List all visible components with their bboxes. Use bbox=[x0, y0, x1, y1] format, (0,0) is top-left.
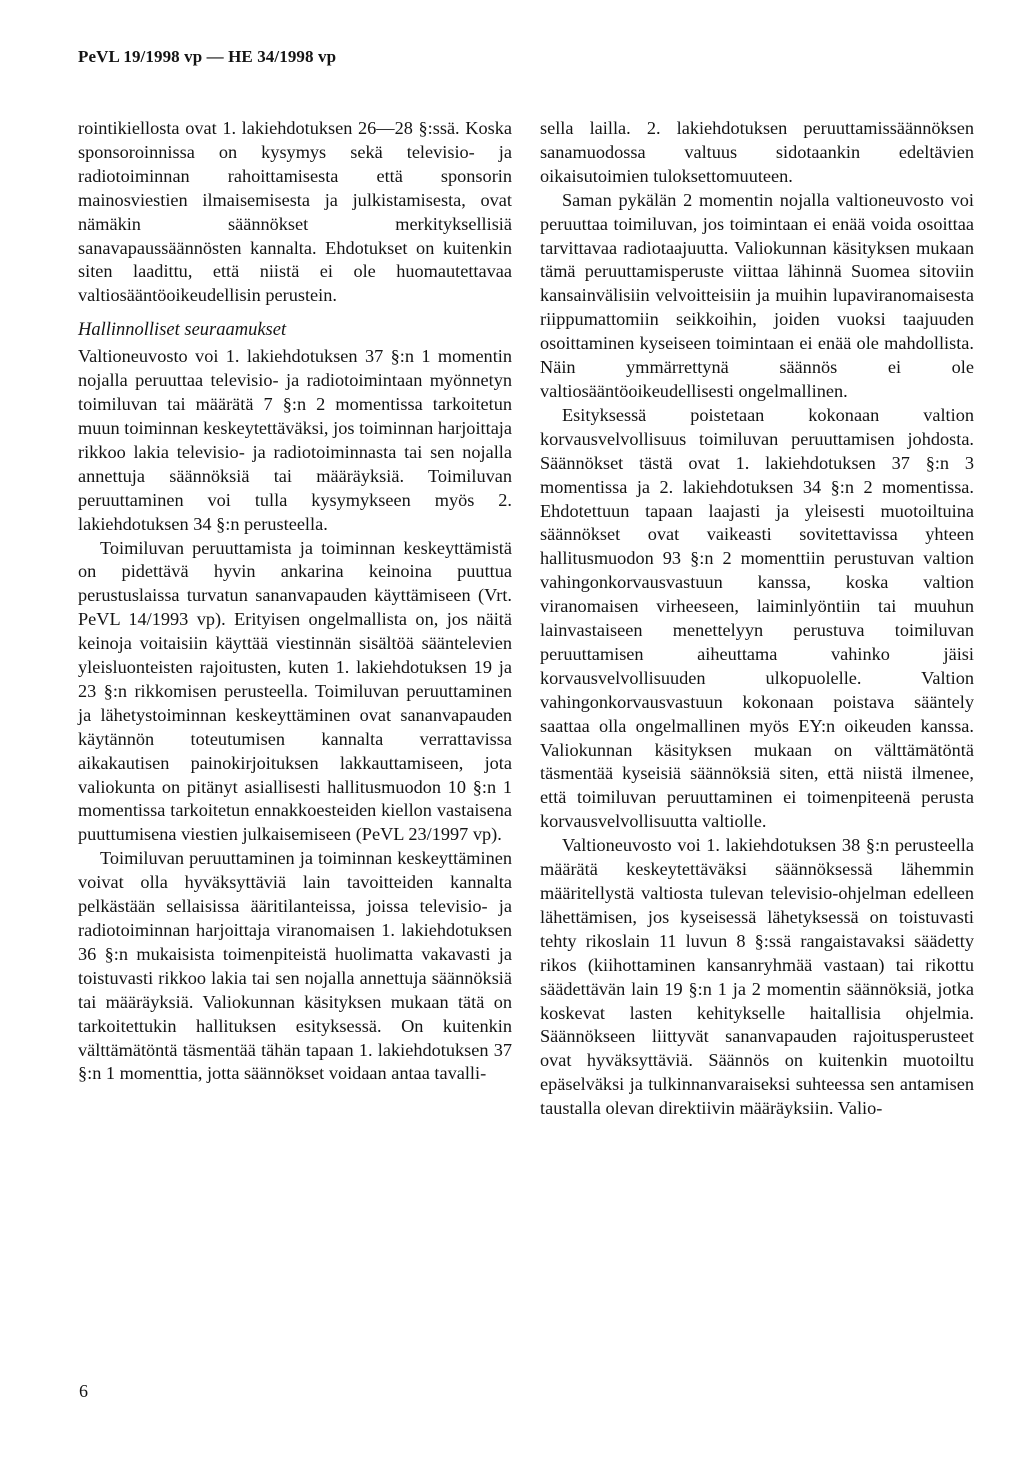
paragraph-continued: sella lailla. 2. lakiehdotuksen peruuttamissäännöksen sanamuodossa valtuus sidotaankin edeltävien oikaisutoimien tuloksettomuuteen. bbox=[540, 118, 974, 186]
page-header: PeVL 19/1998 vp — HE 34/1998 vp bbox=[78, 47, 337, 66]
paragraph: Toimiluvan peruuttamista ja toiminnan keskeyttämistä on pidettävä hyvin ankarina keinoina puuttua perustuslaissa turvatun sananvapauden käyttämiseen (Vrt. PeVL 14/1993 vp). Erityisen ongelmallista on, jos näitä keinoja voitaisiin käyttää viestinnän sisältöä sääntelevien yleisluonteisten rajoitusten, kuten 1. lakiehdotuksen 19 ja 23 §:n rikkomisen perusteella. Toimiluvan peruuttaminen ja lähetystoiminnan keskeyttäminen ovat sananvapauden käytännön toteutumisen kannalta verrattavissa aikakautisen painokirjoituksen lakkauttamiseen, jota valiokunta on pitänyt asiallisesti hallitusmuodon 10 §:n 1 momentissa tarkoitetun ennakkoesteiden kiellon vastaisena puuttumisena viestien julkaisemiseen (PeVL 23/1997 vp). bbox=[78, 537, 512, 845]
section-heading: Hallinnolliset seuraamukset bbox=[78, 320, 287, 341]
paragraph: Valtioneuvosto voi 1. lakiehdotuksen 37 §:n 1 momentin nojalla peruuttaa televisio- ja radiotoimintaan myönnetyn toimiluvan tai määrätä 7 §:n 2 momentissa tarkoitetun muun toiminnan keskeytettäväksi, jos toiminnan harjoittaja rikkoo lakia televisio- ja radiotoiminnasta tai sen nojalla annettuja säännöksiä tai määräyksiä. Toimiluvan peruuttaminen voi tulla kysymykseen myös 2. lakiehdotuksen 34 §:n perusteella. bbox=[78, 346, 512, 534]
paragraph: Esityksessä poistetaan kokonaan valtion korvausvelvollisuus toimiluvan peruuttamisen johdosta. Säännökset tästä ovat 1. lakiehdotuksen 37 §:n 3 momentissa ja 2. lakiehdotuksen 34 §:n 2 momentissa. Ehdotettuun tapaan laajasti ja yleisesti muotoiltuina säännökset ovat vaikeasti sovitettavissa yhteen hallitusmuodon 93 §:n 2 momenttiin perustuvan valtion vahingonkorvausvastuun kanssa, koska valtion viranomaisen virheeseen, laiminlyöntiin tai muuhun lainvastaiseen menettelyyn perustuva toimiluvan peruuttamisen aiheuttama vahinko jäisi korvausvelvollisuuden ulkopuolelle. Valtion vahingonkorvausvastuun kokonaan poistava sääntely saattaa olla ongelmallinen myös EY:n oikeuden kanssa. Valiokunnan käsityksen mukaan on välttämätöntä täsmentää kyseisiä säännöksiä siten, että niistä ilmenee, että toimiluvan peruuttaminen ei toimenpiteenä perusta korvausvelvollisuutta valtiolle. bbox=[540, 404, 974, 832]
right-column bbox=[540, 117, 974, 1121]
paragraph: Toimiluvan peruuttaminen ja toiminnan keskeyttäminen voivat olla hyväksyttäviä lain tavoitteiden kannalta pelkästään sellaisissa ääritilanteissa, joissa televisio- ja radiotoiminnan harjoittaja viranomaisen 1. lakiehdotuksen 36 §:n mukaisista toimenpiteistä huolimatta vakavasti ja toistuvasti rikkoo lakia tai sen nojalla annettuja säännöksiä tai määräyksiä. Valiokunnan käsityksen mukaan tätä on tarkoitettukin hallituksen esityksessä. On kuitenkin välttämätöntä täsmentää tähän tapaan 1. lakiehdotuksen 37 §:n 1 momenttia, jotta säännökset voidaan antaa tavalli- bbox=[78, 848, 512, 1084]
paragraph-continued: rointikiellosta ovat 1. lakiehdotuksen 26—28 §:ssä. Koska sponsoroinnissa on kysymys sekä televisio- ja radiotoiminnan rahoittamisesta että sponsorin mainosviestien ilmaisemisesta ja julkistamisesta, ovat nämäkin säännökset merkityksellisiä sanavapaussäännösten kannalta. Ehdotukset on kuitenkin siten laadittu, että niistä ei ole huomautettavaa valtiosääntöoikeudellisin perustein. bbox=[78, 118, 512, 306]
paragraph: Saman pykälän 2 momentin nojalla valtioneuvosto voi peruuttaa toimiluvan, jos toimintaan ei enää voida osoittaa tarvittavaa radiotaajuutta. Valiokunnan käsityksen mukaan tämä peruuttamisperuste viittaa lähinnä Suomea sitoviin kansainvälisiin velvoitteisiin ja muihin lupaviranomaisesta riippumattomiin seikkoihin, joiden vuoksi taajuuden osoittaminen kyseiseen toimintaan ei enää ole mahdollista. Näin ymmärrettynä säännös ei ole valtiosääntöoikeudellisesti ongelmallinen. bbox=[540, 189, 974, 401]
left-column bbox=[78, 117, 512, 1086]
page-number: 6 bbox=[79, 1381, 88, 1401]
paragraph: Valtioneuvosto voi 1. lakiehdotuksen 38 §:n perusteella määrätä keskeytettäväksi säännöksessä lähemmin määritellystä valtiosta tulevan televisio-ohjelman edelleen lähettämisen, jos kyseisessä lähetyksessä on toistuvasti tehty rikoslain 11 luvun 8 §:ssä rangaistavaksi säädetty rikos (kiihottaminen kansanryhmää vastaan) tai rikottu säädettävän lain 19 §:n 1 ja 2 momentin säännöksiä, jotka koskevat lasten kehitykselle haitallisia ohjelmia. Säännökseen liittyvät sananvapauden rajoitusperusteet ovat hyväksyttäviä. Säännös on kuitenkin muotoiltu epäselväksi ja tulkinnanvaraiseksi suhteessa sen antamisen taustalla olevan direktiivin määräyksiin. Valio- bbox=[540, 835, 974, 1119]
